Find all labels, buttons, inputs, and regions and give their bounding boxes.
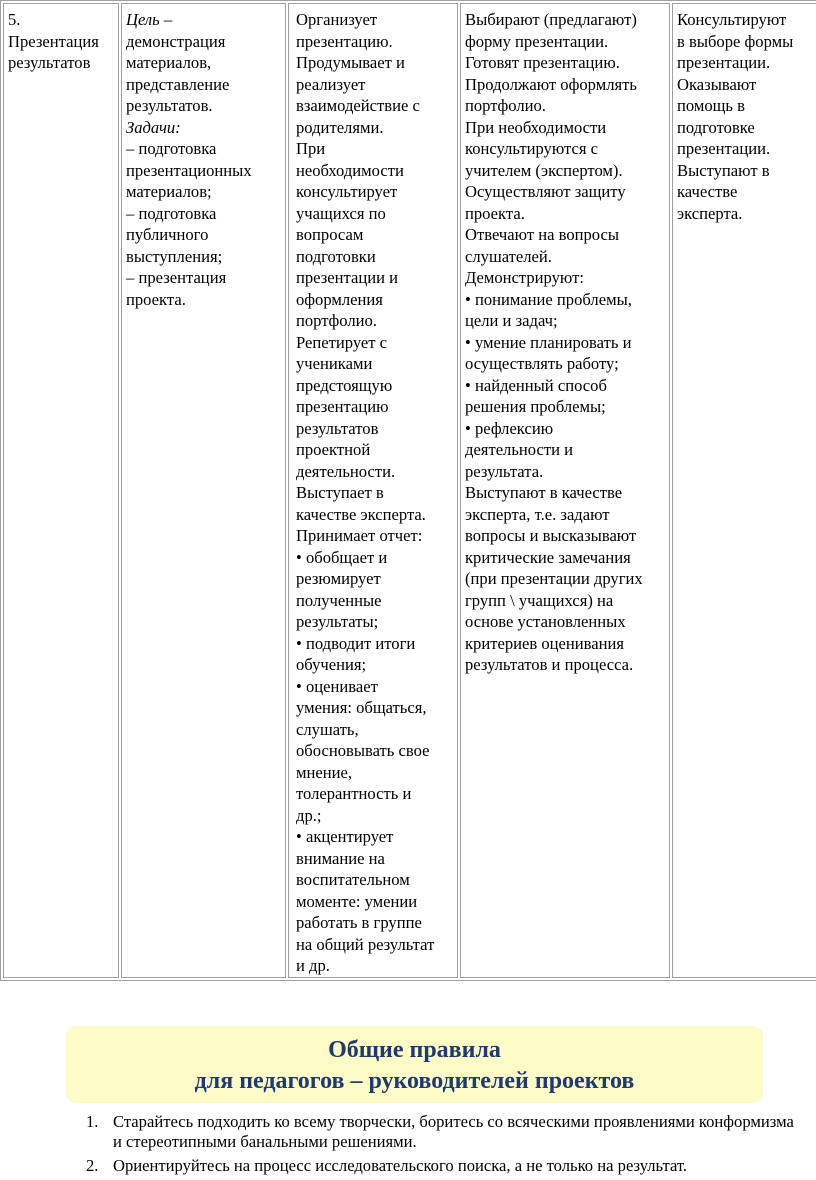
teacher-line: толерантность и [296,784,412,803]
teacher-line: моменте: умении [296,891,418,911]
teacher-line: предстоящую [296,375,393,395]
student-line: Готовят презентацию. [465,53,620,72]
task-line: презентационных [126,160,252,180]
student-line: эксперта, т.е. задают [465,504,610,524]
list-item [74,1112,794,1152]
list-text: Ориентируйтесь на процесс исследовательского поиска, а не только на результат. [113,1156,688,1175]
goal-line: результатов. [126,96,213,115]
student-line: • рефлексию [465,418,554,438]
student-line: Продолжают оформлять [465,74,637,94]
student-line: Выступают в качестве [465,483,623,502]
student-line: • умение планировать и [465,332,632,352]
expert-line: Консультируют [677,10,787,29]
teacher-line: слушать, [296,719,359,739]
list-number: 1. [86,1112,99,1131]
teacher-line: др.; [296,805,322,825]
teacher-line: презентации и [296,268,399,287]
rules-banner [66,1026,763,1103]
teacher-line: Продумывает и [296,53,405,72]
teacher-line: презентацию. [296,31,393,51]
teacher-line: обосновывать свое [296,741,430,760]
student-line: цели и задач; [465,311,558,330]
teacher-line: • акцентирует [296,827,394,846]
tasks-label: Задачи: [126,117,181,137]
goal-label: Цель [126,10,160,29]
teacher-line: презентацию [296,397,389,416]
expert-line: в выборе формы [677,31,794,51]
teacher-line: результатов [296,418,379,438]
student-line: осуществлять работу; [465,354,619,373]
task-line: – подготовка [126,139,217,158]
teacher-line: реализует [296,74,366,94]
rules-list [74,1112,794,1180]
task-line: проекта. [126,289,186,309]
teacher-line: • оценивает [296,676,378,696]
student-line: форму презентации. [465,31,609,51]
student-line: Выбирают (предлагают) [465,10,637,29]
teacher-line: работать в группе [296,913,422,932]
teacher-line: консультирует [296,182,398,201]
teacher-activity-cell [288,3,458,978]
teacher-line: Репетирует с [296,332,388,352]
teacher-line: деятельности. [296,461,396,481]
student-line: При необходимости [465,117,607,137]
teacher-line: резюмирует [296,569,381,588]
student-line: вопросы и высказывают [465,526,637,545]
teacher-line: учащихся по [296,203,386,223]
banner-subtitle: для педагогов – руководителей проектов [194,1068,635,1094]
teacher-line: воспитательном [296,870,410,889]
teacher-line: Принимает отчет: [296,526,423,545]
teacher-line: качестве эксперта. [296,504,426,524]
table-row [3,3,816,978]
teacher-line: необходимости [296,160,404,180]
teacher-line: оформления [296,289,383,309]
teacher-line: взаимодействие с [296,96,420,115]
task-line: – подготовка [126,203,217,223]
stage-cell [3,3,119,978]
teacher-line: Организует [296,10,378,29]
list-text: Старайтесь подходить ко всему творчески, боритесь со всяческими проявлениями конформизма и стереотипными банальными решениями. [113,1112,794,1151]
goal-line: материалов, [126,53,212,72]
teacher-line: результаты; [296,612,379,631]
student-line: (при презентации других [465,569,643,588]
list-item [74,1156,794,1176]
expert-activity-cell [672,3,816,978]
teacher-line: При [296,139,326,158]
teacher-line: мнение, [296,762,353,782]
teacher-line: внимание на [296,848,385,868]
teacher-line: родителями. [296,117,384,137]
student-line: Осуществляют защиту [465,182,626,201]
expert-line: презентации. [677,139,771,158]
student-line: основе установленных [465,612,626,631]
teacher-line: обучения; [296,655,367,674]
task-line: публичного [126,225,209,244]
teacher-line: • подводит итоги [296,633,416,653]
teacher-line: портфолио. [296,311,377,330]
student-line: портфолио. [465,96,546,115]
banner-title: Общие правила [328,1037,501,1063]
goal-tasks-cell [121,3,286,978]
task-line: материалов; [126,182,212,201]
expert-line: подготовке [677,117,755,137]
stage-line: Презентация [8,31,99,51]
student-line: результата. [465,461,544,481]
task-line: выступления; [126,246,223,266]
teacher-line: Выступает в [296,483,384,502]
student-line: учителем (экспертом). [465,160,623,180]
expert-line: качестве [677,182,738,201]
student-line: деятельности и [465,440,574,459]
student-line: групп \ учащихся) на [465,590,614,610]
expert-line: Оказывают [677,74,757,94]
teacher-line: проектной [296,440,371,459]
student-line: результатов и процесса. [465,655,634,674]
student-line: Отвечают на вопросы [465,225,620,244]
student-line: • найденный способ [465,375,607,395]
student-line: консультируются с [465,139,598,158]
teacher-line: умения: общаться, [296,698,427,717]
expert-line: помощь в [677,96,745,115]
expert-line: презентации. [677,53,771,72]
student-line: • понимание проблемы, [465,289,632,309]
teacher-line: вопросам [296,225,364,244]
student-activity-cell [460,3,670,978]
teacher-line: • обобщает и [296,547,388,567]
student-line: критериев оценивания [465,633,625,653]
stage-line: результатов [8,53,91,72]
teacher-line: учениками [296,354,373,373]
stage-line: 5. [8,10,21,29]
task-line: – презентация [126,268,227,287]
list-number: 2. [86,1156,99,1175]
student-line: слушателей. [465,246,552,266]
goal-line: демонстрация [126,31,226,51]
teacher-line: и др. [296,956,330,975]
teacher-line: подготовки [296,246,376,266]
expert-line: Выступают в [677,160,770,180]
teacher-line: на общий результат [296,934,435,954]
student-line: проекта. [465,203,525,223]
expert-line: эксперта. [677,203,743,223]
student-line: Демонстрируют: [465,268,584,287]
goal-dash: – [159,10,173,29]
goal-line: представление [126,74,230,94]
student-line: решения проблемы; [465,397,606,416]
student-line: критические замечания [465,547,631,567]
teacher-line: полученные [296,590,382,610]
